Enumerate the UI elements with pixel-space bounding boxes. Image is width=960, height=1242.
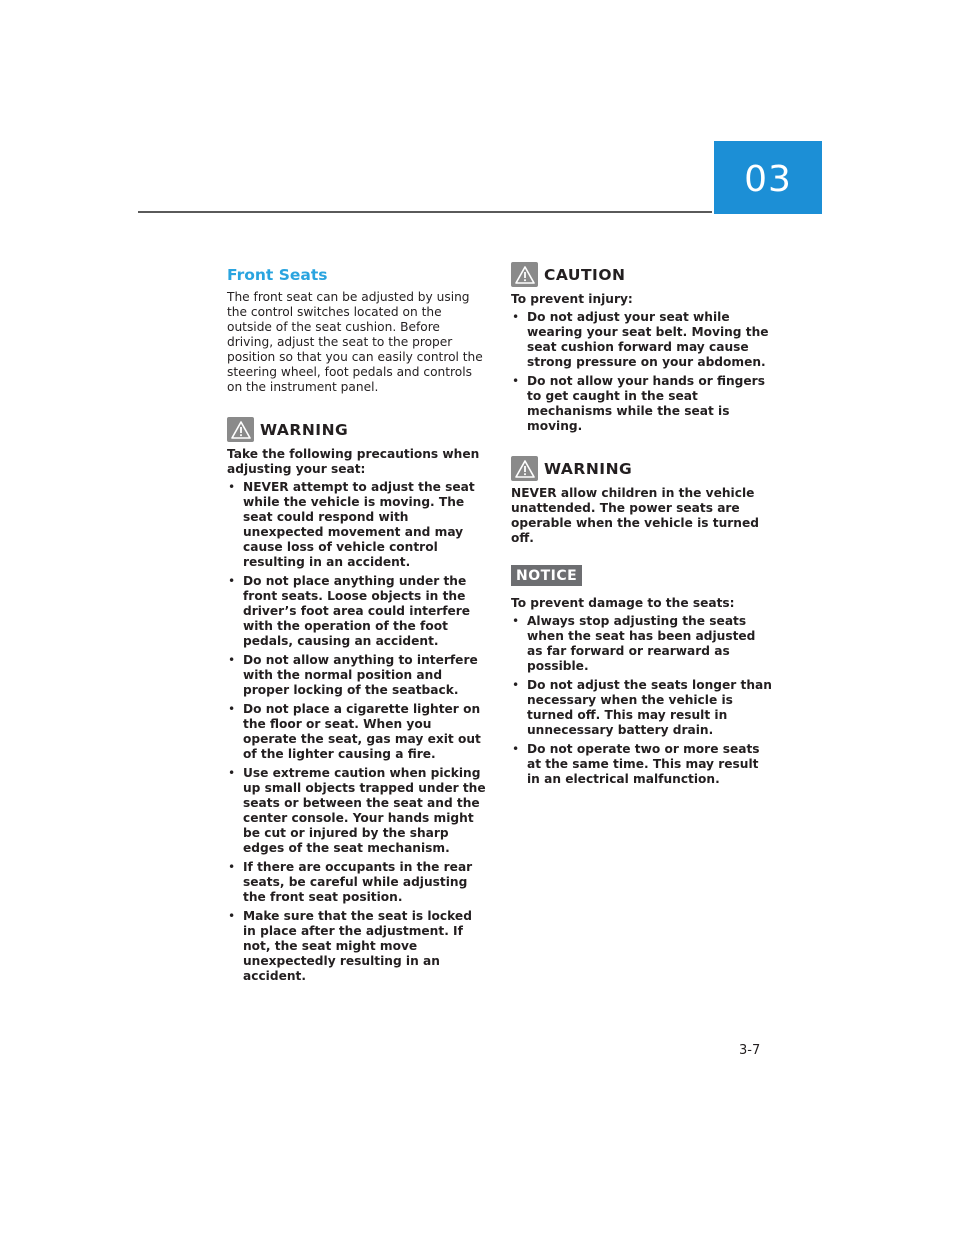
warning-list xyxy=(227,480,489,984)
caution-lead: To prevent injury: xyxy=(511,292,633,306)
notice-badge: NOTICE xyxy=(511,565,582,586)
list-item: • NEVER attempt to adjust the seat while the vehicle is moving. The seat could respond with unexpected movement and may cause loss of vehicle control resulting in an accident. xyxy=(227,480,489,570)
notice-list xyxy=(511,614,773,787)
header-rule xyxy=(138,211,712,213)
caution-label: CAUTION xyxy=(544,265,626,284)
list-item: • Do not allow anything to interfere with the normal position and proper locking of the seatback. xyxy=(227,653,489,698)
list-item: • Always stop adjusting the seats when the seat has been adjusted as far forward or rearward as possible. xyxy=(511,614,773,674)
caution-heading xyxy=(511,262,773,287)
warning-label: WARNING xyxy=(260,420,349,439)
warning-label-2: WARNING xyxy=(544,459,633,478)
list-item: • Use extreme caution when picking up small objects trapped under the seats or between the seat and the center console. Your hands might be cut or injured by the sharp edges of the seat mechanism. xyxy=(227,766,489,856)
list-item: • Do not place a cigarette lighter on the floor or seat. When you operate the seat, gas may exit out of the lighter causing a fire. xyxy=(227,702,489,762)
list-item: • Do not place anything under the front seats. Loose objects in the driver’s foot area could interfere with the operation of the foot pedals, causing an accident. xyxy=(227,574,489,649)
list-item: • Do not adjust the seats longer than necessary when the vehicle is turned off. This may result in unnecessary battery drain. xyxy=(511,678,773,738)
chapter-tab xyxy=(714,141,822,214)
warning-2-text: NEVER allow children in the vehicle unattended. The power seats are operable when the vehicle is turned off. xyxy=(511,486,759,545)
warning-triangle-icon xyxy=(227,417,254,442)
notice-lead: To prevent damage to the seats: xyxy=(511,596,735,610)
warning-heading xyxy=(227,417,489,442)
chapter-number: 03 xyxy=(744,159,792,200)
caution-triangle-icon xyxy=(511,262,538,287)
list-item: • Do not adjust your seat while wearing your seat belt. Moving the seat cushion forward may cause strong pressure on your abdomen. xyxy=(511,310,773,370)
list-item: • Do not allow your hands or fingers to get caught in the seat mechanisms while the seat is moving. xyxy=(511,374,773,434)
list-item: • Make sure that the seat is locked in place after the adjustment. If not, the seat might move unexpectedly resulting in an accident. xyxy=(227,909,489,984)
intro-paragraph: The front seat can be adjusted by using the control switches located on the outside of the seat cushion. Before driving, adjust the seat to the proper position so that you can easily control the steering wheel, foot pedals and controls on the instrument panel. xyxy=(227,290,483,394)
warning-heading-2 xyxy=(511,456,773,481)
right-column xyxy=(511,262,773,791)
caution-list xyxy=(511,310,773,434)
page-number: 3-7 xyxy=(739,1043,761,1058)
left-column xyxy=(227,262,489,988)
warning-triangle-icon xyxy=(511,456,538,481)
warning-lead: Take the following precautions when adjusting your seat: xyxy=(227,447,480,476)
list-item: • If there are occupants in the rear seats, be careful while adjusting the front seat position. xyxy=(227,860,489,905)
list-item: • Do not operate two or more seats at the same time. This may result in an electrical malfunction. xyxy=(511,742,773,787)
section-title: Front Seats xyxy=(227,266,328,284)
